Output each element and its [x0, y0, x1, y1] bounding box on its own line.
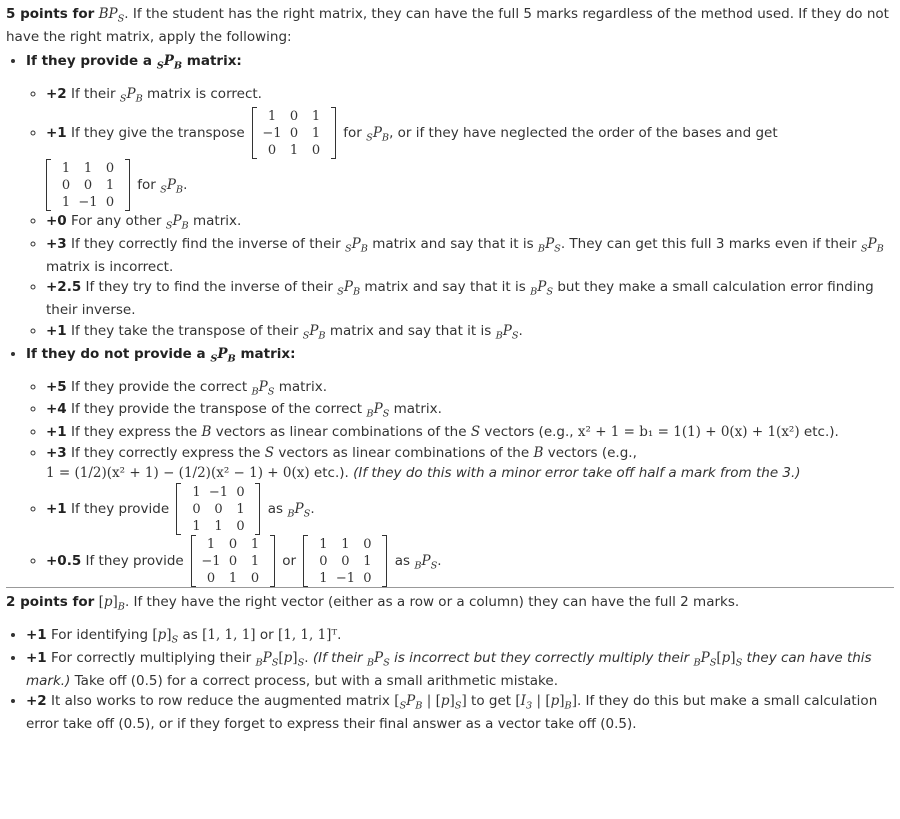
list-item: ◦ +5 If they provide the correct $_BP_S$ matrix.: [46, 377, 894, 400]
item-text: If they provide the transpose of the correct: [71, 401, 363, 418]
item-text: etc.).: [313, 464, 349, 481]
item-note: is incorrect but they correctly multiply their: [394, 650, 690, 667]
item-text: vectors as linear combinations of the: [278, 444, 530, 461]
item-text: If their: [71, 86, 116, 103]
list-item: ◦ +3 If they correctly find the inverse of their $_SP_B$ matrix and say that it is $_BP_S$. They can get this full 3 marks even if their $_SP_B$ matrix is incorrect.: [46, 234, 894, 277]
not-provide-heading-end: matrix:: [240, 345, 296, 362]
item-text: vectors as linear combinations of the: [215, 424, 467, 441]
item-text: For identifying: [51, 627, 149, 644]
provide-heading-end: matrix:: [186, 53, 242, 70]
section2-list: [6, 625, 894, 734]
points: +1: [46, 424, 67, 441]
item-text: to get: [471, 693, 512, 710]
not-provide-heading: If they do not provide a: [26, 345, 206, 362]
item-text: vectors (e.g.,: [484, 424, 574, 441]
item-text: . If they do this but make a small calculation error take off (0.5), or if they forget to express their final answer as a vector take off (0.5).: [26, 693, 878, 733]
section1-intro-text: If the student has the right matrix, they can have the full 5 marks regardless of the method used. If they do not have the right matrix, apply the following:: [6, 6, 889, 45]
section-divider: [6, 587, 894, 588]
list-item: ◦ +3 If they correctly express the S vectors as linear combinations of the B vectors (e.g., 1 = (1/2)(x² + 1) − (1/2)(x² − 1) + 0(x) etc.). (If they do this with a minor error take off half a mark from the 3.): [46, 443, 894, 484]
points: +2.5: [46, 279, 82, 296]
points: +1: [26, 650, 47, 667]
points: +1: [46, 322, 67, 339]
list-item: ◦ +1 If they express the B vectors as linear combinations of the S vectors (e.g., x² + 1 = b₁ = 1(1) + 0(x) + 1(x²) etc.).: [46, 422, 894, 442]
list-item: ◦ +1 If they provide 1 −1 0 0 0 1 1 1 0 as $_BP_S$.: [46, 483, 894, 535]
list-item: ◦ +0.5 If they provide 1 0 1 −1 0 1 0 1 0 or 1 1 0 0 0 1 1 −1 0 as $_BP_S$.: [46, 535, 894, 587]
points: +2: [26, 693, 47, 710]
item-text: Take off (0.5) for a correct process, but with a small arithmetic mistake.: [74, 673, 558, 690]
item-text: or: [282, 553, 297, 570]
item-text: as: [182, 627, 198, 644]
item-text: etc.).: [803, 424, 839, 441]
matrix-transpose: 1 0 1 −1 0 1 0 1 0: [252, 107, 336, 159]
points: +1: [26, 627, 47, 644]
points: +4: [46, 401, 67, 418]
list-item: ◦ +4 If they provide the transpose of the correct $_BP_S$ matrix.: [46, 399, 894, 422]
item-text: If they correctly find the inverse of their: [71, 236, 341, 253]
list-item: ◦ +2.5 If they try to find the inverse of their $_SP_B$ matrix and say that it is $_BP_S$ but they make a small calculation error finding their inverse.: [46, 277, 894, 320]
item-text: matrix and say that it is: [329, 322, 492, 339]
list-item: ◦ +0 For any other $_SP_B$ matrix.: [46, 211, 894, 234]
item-text: or: [259, 627, 274, 644]
item-text: If they provide: [71, 501, 170, 518]
points: +1: [46, 125, 67, 142]
vector-column: [1, 1, 1]ᵀ: [277, 627, 338, 644]
provide-items: [26, 84, 894, 343]
item-text: If they provide: [85, 553, 184, 570]
list-item: ◦ +1 If they give the transpose 1 0 1 −1 0 1 0 1 0 for $_SP_B$, or if they have neglected the order of the bases and get 1 1 0 0 0 1 1 −1 0 for $_SP_B$.: [46, 107, 894, 211]
item-text: for: [343, 125, 362, 142]
item-note: (If their: [312, 650, 363, 667]
section2-title: 2 points for: [6, 594, 95, 611]
matrix-option: 1 −1 0 0 0 1 1 1 0: [176, 483, 260, 535]
matrix-option-a: 1 0 1 −1 0 1 0 1 0: [191, 535, 275, 587]
item-text: , or if they have neglected the order of the bases and get: [389, 125, 778, 142]
example-equation: x² + 1 = b₁ = 1(1) + 0(x) + 1(x²): [577, 424, 800, 441]
points: +5: [46, 378, 67, 395]
points: +3: [46, 236, 67, 253]
item-text: matrix is incorrect.: [46, 259, 174, 276]
item-text: matrix.: [193, 213, 242, 230]
list-item: ◦ +1 If they take the transpose of their $_SP_B$ matrix and say that it is $_BP_S$.: [46, 321, 894, 344]
points: +2: [46, 86, 67, 103]
item-text: matrix is correct.: [147, 86, 262, 103]
list-item: • +1 For correctly multiplying their $_BP_S[p]_S$. (If their $_BP_S$ is incorrect but they correctly multiply their $_BP_S[p]_S$ they can have this mark.) Take off (0.5) for a correct process, but with a small arithmetic mistake.: [26, 648, 894, 691]
item-text: If they try to find the inverse of their: [85, 279, 333, 296]
section2-intro: 2 points for $[p]_B$. If they have the right vector (either as a row or a column) they can have the full 2 marks.: [6, 594, 740, 613]
example-equation: 1 = (1/2)(x² + 1) − (1/2)(x² − 1) + 0(x): [46, 464, 310, 481]
item-text: If they express the: [71, 424, 198, 441]
list-item: • +1 For identifying $[p]_S$ as [1, 1, 1] or [1, 1, 1]ᵀ.: [26, 625, 894, 648]
provide-heading: If they provide a: [26, 53, 152, 70]
provide-block: • If they provide a $_SP_B$ matrix: ◦ +2 If their $_SP_B$ matrix is correct. ◦ +1 If they give the transpose 1 0 1 −1 0 1 0 1 0 for $_SP_B$, or if they have neglected the order of the bases and get 1 1 0 0 0 1 1 −1 0 for $_SP_B$. ◦ +0 For any other $_SP_B$ matrix. ◦ +3 If they correctly find the inverse of their $_SP_B$ matrix and say that it is $_BP_S$. They can get this full 3 marks even if their $_SP_B$ matrix is incorrect. ◦ +2.5 If they try to find the inverse of their $_SP_B$ matrix and say that it is $_BP_S$ but they make a small calculation error finding their inverse. ◦ +1 If they take the transpose of their $_SP_B$ matrix and say that it is $_BP_S$.: [26, 51, 894, 343]
section1-intro: 5 points for $BP_S$. If the student has the right matrix, they can have the full 5 marks regardless of the method used. If they do not have the right matrix, apply the following:: [6, 6, 889, 45]
not-provide-block: • If they do not provide a $_SP_B$ matrix: ◦ +5 If they provide the correct $_BP_S$ matrix. ◦ +4 If they provide the transpose of the correct $_BP_S$ matrix. ◦ +1 If they express the B vectors as linear combinations of the S vectors (e.g., x² + 1 = b₁ = 1(1) + 0(x) + 1(x²) etc.). ◦ +3 If they correctly express the S vectors as linear combinations of the B vectors (e.g., 1 = (1/2)(x² + 1) − (1/2)(x² − 1) + 0(x) etc.). (If they do this with a minor error take off half a mark from the 3.) ◦ +1 If they provide 1 −1 0 0 0 1 1 1 0 as $_BP_S$. ◦ +0.5 If they provide 1 0 1 −1 0 1 0 1 0 or 1 1 0 0 0 1 1 −1 0 as $_BP_S$.: [26, 344, 894, 588]
list-item: • +2 It also works to row reduce the augmented matrix [$_SP_B$ | $[p]_S$] to get [$I_3$ | $[p]_B$]. If they do this but make a small calculation error take off (0.5), or if they forget to express their final answer as a vector take off (0.5).: [26, 691, 894, 734]
vector-row: [1, 1, 1]: [202, 627, 256, 644]
matrix-option-b: 1 1 0 0 0 1 1 −1 0: [303, 535, 387, 587]
item-text: as: [394, 553, 411, 570]
item-text: If they take the transpose of their: [71, 322, 299, 339]
item-text: For correctly multiplying their: [51, 650, 252, 667]
section1-title: 5 points for: [6, 6, 95, 22]
not-provide-items: [26, 377, 894, 588]
item-note: they can have this mark.): [26, 650, 872, 690]
item-text: . They can get this full 3 marks even if their: [560, 236, 857, 253]
points: +1: [46, 501, 67, 518]
item-text: as: [267, 501, 284, 518]
item-text: matrix.: [278, 378, 328, 395]
list-item: ◦ +2 If their $_SP_B$ matrix is correct.: [46, 84, 894, 107]
item-text: matrix and say that it is: [372, 236, 534, 253]
item-text: If they provide the correct: [71, 378, 248, 395]
matrix-swapped: 1 1 0 0 0 1 1 −1 0: [46, 159, 130, 211]
points: +0.5: [46, 553, 82, 570]
item-note: (If they do this with a minor error take off half a mark from the 3.): [353, 464, 801, 481]
item-text: but they make a small calculation error finding their inverse.: [46, 279, 874, 319]
points: +0: [46, 213, 67, 230]
section1-list: [6, 51, 894, 587]
points: +3: [46, 444, 67, 461]
item-text: If they give the transpose: [71, 125, 245, 142]
item-text: matrix.: [393, 401, 442, 418]
item-text: For any other: [71, 213, 162, 230]
item-text: If they correctly express the: [71, 444, 261, 461]
item-text: It also works to row reduce the augmented matrix: [51, 693, 390, 710]
item-text: matrix and say that it is: [364, 279, 526, 296]
item-text: vectors (e.g.,: [547, 444, 637, 461]
section2-intro-text: If they have the right vector (either as a row or a column) they can have the full 2 marks.: [133, 594, 740, 611]
item-text: for: [137, 177, 156, 194]
